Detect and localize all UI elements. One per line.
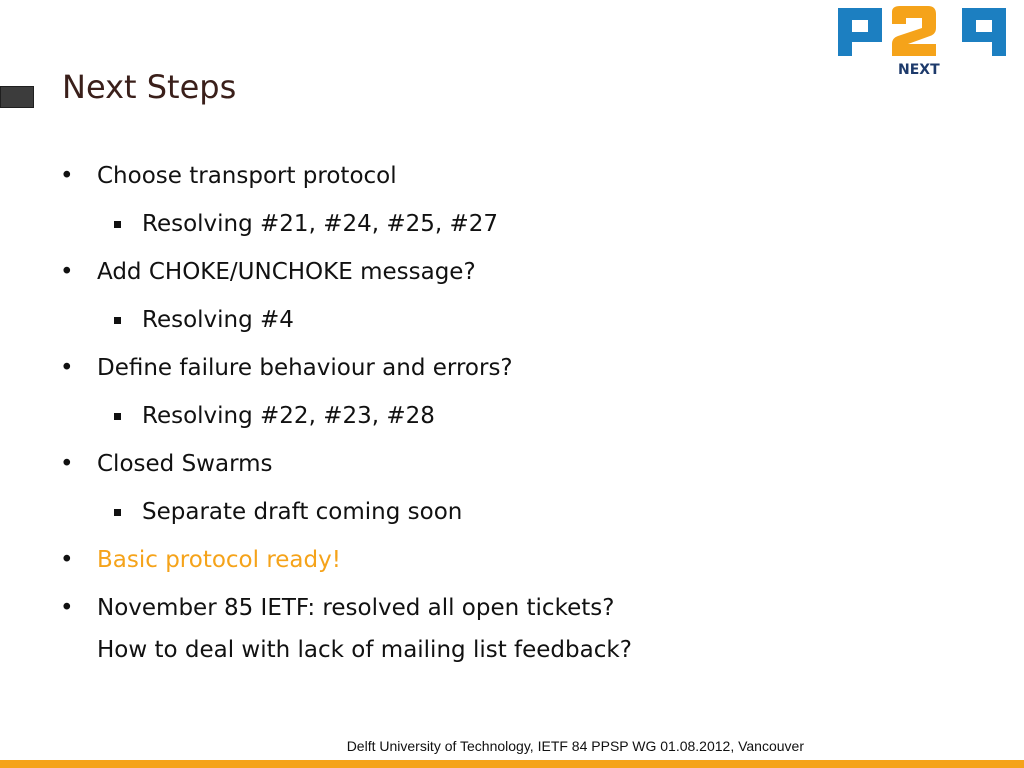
sub-bullet-text: Separate draft coming soon — [142, 499, 463, 525]
sub-bullet-text: Resolving #22, #23, #28 — [142, 403, 435, 429]
square-bullet-icon — [114, 413, 121, 420]
bullet-text: Define failure behaviour and errors? — [97, 355, 513, 381]
sub-bullet-item — [60, 306, 1000, 334]
bullet-text: November 85 IETF: resolved all open tickets? — [97, 595, 615, 621]
slide-footer: Delft University of Technology, IETF 84 PPSP WG 01.08.2012, Vancouver — [346, 738, 804, 754]
bullet-dot-icon: • — [60, 259, 74, 285]
bullet-text-line2: How to deal with lack of mailing list feedback? — [97, 637, 632, 663]
slide-marker — [0, 86, 34, 108]
bullet-item-highlight — [60, 546, 1000, 574]
bullet-item — [60, 162, 1000, 190]
bullet-text-highlight: Basic protocol ready! — [97, 547, 341, 573]
sub-bullet-text: Resolving #4 — [142, 307, 294, 333]
footer-accent-bar — [0, 760, 1024, 768]
p2p-next-logo — [836, 4, 1008, 78]
slide-title: Next Steps — [62, 68, 237, 106]
sub-bullet-text: Resolving #21, #24, #25, #27 — [142, 211, 499, 237]
bullet-text: Choose transport protocol — [97, 163, 397, 189]
bullet-item — [60, 450, 1000, 478]
square-bullet-icon — [114, 317, 121, 324]
bullet-dot-icon: • — [60, 595, 74, 621]
svg-text:NEXT: NEXT — [898, 62, 940, 78]
bullet-item — [60, 258, 1000, 286]
square-bullet-icon — [114, 221, 121, 228]
bullet-text: Add CHOKE/UNCHOKE message? — [97, 259, 476, 285]
bullet-dot-icon: • — [60, 355, 74, 381]
bullet-list — [60, 162, 1000, 684]
bullet-dot-icon: • — [60, 451, 74, 477]
sub-bullet-item — [60, 498, 1000, 526]
bullet-dot-icon: • — [60, 547, 74, 573]
square-bullet-icon — [114, 509, 121, 516]
sub-bullet-item — [60, 402, 1000, 430]
bullet-item — [60, 594, 1000, 664]
sub-bullet-item — [60, 210, 1000, 238]
bullet-dot-icon: • — [60, 163, 74, 189]
bullet-item — [60, 354, 1000, 382]
bullet-text: Closed Swarms — [97, 451, 273, 477]
